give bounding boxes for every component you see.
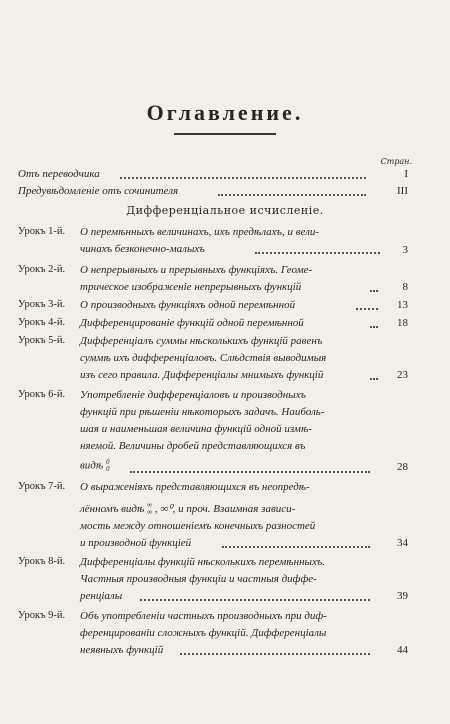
lesson-text-line-inline-form xyxy=(80,502,295,516)
leader-dots xyxy=(370,325,378,328)
lesson-text-line: Дифференціалы функцій нѣсколькихъ перемѣнныхъ. xyxy=(80,556,326,568)
lesson-text-line: неявныхъ функцій xyxy=(80,644,164,656)
front-matter-entry-author-preface: Предувѣдомленіе отъ сочинителя xyxy=(18,185,179,197)
lesson-text-line: О перемѣнныхъ величинахъ, ихъ предѣлахъ, и вели- xyxy=(80,226,320,238)
lesson-text-line: Частныя производныя функціи и частныя диффе- xyxy=(80,573,317,585)
leader-dots xyxy=(140,598,370,601)
lesson-text-line: ференцированіи сложныхъ функцій. Дифференціалы xyxy=(80,627,327,639)
lesson-text-line: изъ сего правила. Дифференціалы мнимыхъ функцій xyxy=(80,369,324,381)
leader-dots xyxy=(370,377,378,380)
lesson-text-line: и производной функціей xyxy=(80,537,192,549)
lesson-text-line: видѣ xyxy=(80,459,104,472)
page-number: III xyxy=(397,185,408,197)
lesson-text-line: функцій при рѣшеніи нѣкоторыхъ задачъ. Наиболь- xyxy=(80,406,325,418)
lesson-text-line: О непрерывныхъ и прерывныхъ функціяхъ. Геоме- xyxy=(80,264,313,276)
lesson-text-line: трическое изображеніе непрерывныхъ функцій xyxy=(80,281,302,293)
lesson-text-line: ренціалы xyxy=(80,590,123,602)
lesson-text-line: О производныхъ функціяхъ одной перемѣнной xyxy=(80,299,296,311)
lesson-label: Урокъ 5-й. xyxy=(18,335,66,346)
leader-dots xyxy=(222,545,370,548)
page-number: 23 xyxy=(397,369,408,381)
page-title: Оглавление. xyxy=(146,100,304,125)
lesson-text-line: чинахъ безконечно-малыхъ xyxy=(80,243,205,255)
fraction-infinity-over-infinity xyxy=(147,502,152,516)
fraction-zero-over-zero xyxy=(106,459,110,473)
lesson-text-line: Дифференцированіе функцій одной перемѣнной xyxy=(80,317,304,329)
fraction-numerator: ∞ xyxy=(147,501,153,510)
fraction-denominator: ∞ xyxy=(147,508,153,517)
page-number: 34 xyxy=(397,537,408,549)
page-number: 8 xyxy=(402,281,408,293)
leader-dots xyxy=(370,289,378,292)
page-number: 28 xyxy=(397,461,408,473)
lesson-text-line: няемой. Величины дробей представляющихся въ xyxy=(80,440,306,452)
leader-dots xyxy=(180,652,370,655)
lesson-text-fragment: , ∞⁰, и проч. Взаимная зависи- xyxy=(154,503,296,515)
lesson-text-line: шая и наименьшая величина функцій одной измѣ- xyxy=(80,423,312,435)
page-number: 44 xyxy=(397,644,408,656)
leader-dots xyxy=(255,251,380,254)
page-number: I xyxy=(404,168,408,180)
lesson-label: Урокъ 1-й. xyxy=(18,226,66,237)
page-number: 3 xyxy=(402,244,408,256)
lesson-label: Урокъ 6-й. xyxy=(18,389,66,400)
fraction-denominator: 0 xyxy=(105,465,110,473)
fraction-numerator: 0 xyxy=(105,458,110,466)
page-column-label: Стран. xyxy=(380,157,412,166)
lesson-label: Урокъ 9-й. xyxy=(18,610,66,621)
page-number: 13 xyxy=(397,299,408,311)
leader-dots xyxy=(120,176,366,179)
lesson-text-line: мость между отношеніемъ конечныхъ разностей xyxy=(80,520,316,532)
leader-dots xyxy=(356,307,378,310)
section-heading: Дифференціальное исчисленіе. xyxy=(126,204,324,217)
lesson-text-line: О выраженіяхъ представляющихся въ неопредѣ- xyxy=(80,481,310,493)
lesson-text-line: Употребленіе дифференціаловъ и производныхъ xyxy=(80,389,306,401)
lesson-text-line: Дифференціалъ суммы нѣсколькихъ функцій равенъ xyxy=(80,335,323,347)
lesson-label: Урокъ 8-й. xyxy=(18,556,66,567)
lesson-label: Урокъ 2-й. xyxy=(18,264,66,275)
lesson-text-line: лённомъ видѣ xyxy=(80,503,145,515)
lesson-label: Урокъ 7-й. xyxy=(18,481,66,492)
front-matter-entry-translator: Отъ переводчика xyxy=(18,168,100,180)
page-number: 39 xyxy=(397,590,408,602)
leader-dots xyxy=(218,193,366,196)
lesson-text-line: суммѣ ихъ дифференціаловъ. Слѣдствія выводимыя xyxy=(80,352,327,364)
title-underline xyxy=(174,133,276,135)
page-number: 18 xyxy=(397,317,408,329)
lesson-label: Урокъ 4-й. xyxy=(18,317,66,328)
leader-dots xyxy=(130,470,370,473)
lesson-label: Урокъ 3-й. xyxy=(18,299,66,310)
lesson-text-line-fraction xyxy=(80,459,109,473)
lesson-text-line: Объ употребленіи частныхъ производныхъ при диф- xyxy=(80,610,327,622)
